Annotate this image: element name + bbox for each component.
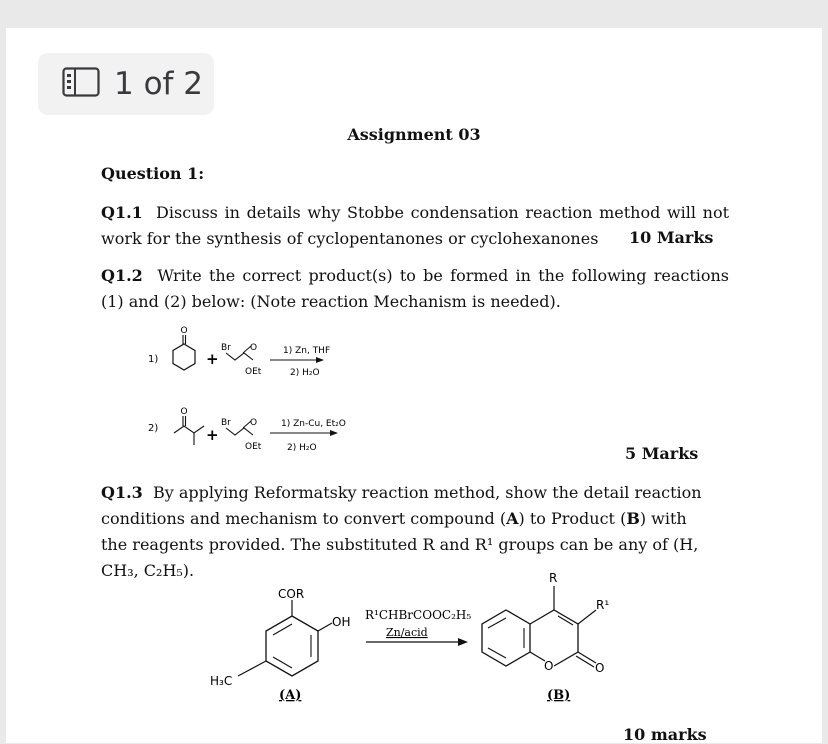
page-icon	[62, 67, 100, 101]
q1-2-marks: 5 Marks	[625, 444, 699, 463]
reaction-1-condition-1: 1) Zn, THF	[283, 346, 331, 356]
q1-2-text: Write the correct product(s) to be formed in the following reactions (1) and (2) below: (Note reaction Mechanism is needed).	[101, 266, 730, 311]
ester-oxygen-label: O	[250, 343, 258, 353]
bromoacetate-chain-2	[226, 428, 253, 435]
ring-oxygen-label: O	[544, 659, 554, 673]
ketone-chain	[174, 426, 204, 433]
assignment-title: Assignment 03	[347, 125, 481, 144]
lactone-carbonyl-a	[578, 652, 596, 663]
ethoxy-label-2: OEt	[245, 442, 262, 452]
r1-label: R¹	[596, 598, 610, 612]
scheme-arrowhead	[458, 638, 468, 646]
reaction-2-condition-2: 2) H₂O	[287, 443, 317, 453]
q1-1-marks: 10 Marks	[629, 228, 714, 247]
reformatsky-scheme	[190, 562, 650, 710]
q1-3-text-c: ) with the reagents provided. The substituted R and R¹ groups can be any of (H, CH₃, C₂H₅).	[101, 509, 699, 580]
bromine-label-2: Br	[221, 418, 231, 428]
compound-a-label: (A)	[279, 688, 302, 703]
q1-3-text-b: ) to Product (	[518, 509, 627, 528]
methyl-bond	[238, 661, 266, 676]
carbonyl-oxygen-label: O	[595, 661, 605, 675]
reagent-label: R¹CHBrCOOC₂H₅	[365, 608, 472, 622]
compound-a-ref: A	[506, 509, 519, 528]
q1-1-number: Q1.1	[101, 203, 143, 222]
pyranone-ring	[530, 610, 578, 666]
methyl-label: H₃C	[210, 674, 233, 688]
hydroxyl-bond	[318, 623, 332, 631]
reaction-2-arrowhead	[330, 430, 338, 436]
reaction-1-arrowhead	[316, 357, 324, 363]
product-b-label: (B)	[547, 688, 571, 703]
bromoacetate-chain	[226, 353, 253, 360]
reaction-1-scheme	[140, 322, 340, 386]
lactone-carbonyl-b	[576, 656, 594, 667]
compound-a-ring	[266, 616, 318, 676]
page-indicator-label: 1 of 2	[114, 66, 204, 102]
r1-substituent-bond	[578, 610, 596, 624]
catalyst-label: Zn/acid	[386, 626, 428, 639]
q1-3-text-a: By applying Reformatsky reaction method, show the detail reaction conditions and mechanism to convert compound (	[101, 483, 702, 528]
question-heading: Question 1:	[101, 164, 205, 183]
ethoxy-label: OEt	[245, 367, 262, 377]
ketone-oxygen: O	[180, 326, 188, 336]
reaction-2-label: 2)	[148, 423, 159, 434]
plus-sign-1: +	[206, 350, 219, 368]
plus-sign-2: +	[206, 426, 219, 444]
ketone-oxygen-2: O	[180, 407, 188, 417]
page-indicator[interactable]	[38, 53, 214, 115]
q1-2-number: Q1.2	[101, 266, 143, 285]
q1-1-text: Discuss in details why Stobbe condensation reaction method will not work for the synthesis of cyclopentanones or cyclohexanones	[101, 203, 730, 248]
ring-oxygen-bond-a	[530, 652, 545, 661]
reaction-1-condition-2: 2) H₂O	[290, 368, 320, 378]
cor-group-label: COR	[278, 587, 305, 601]
hydroxyl-label: OH	[332, 615, 351, 629]
reaction-2-condition-1: 1) Zn-Cu, Et₂O	[281, 419, 346, 429]
q1-3-number: Q1.3	[101, 483, 143, 502]
q1-2-paragraph	[101, 263, 729, 315]
bromine-label: Br	[221, 343, 231, 353]
reaction-1-label: 1)	[148, 354, 159, 365]
reaction-2-scheme	[140, 400, 350, 462]
r-label: R	[549, 571, 558, 585]
ester-oxygen-label-2: O	[250, 418, 258, 428]
cyclohexanone-ring	[173, 344, 195, 370]
product-b-ref: B	[626, 509, 640, 528]
q1-3-marks: 10 marks	[623, 725, 707, 744]
